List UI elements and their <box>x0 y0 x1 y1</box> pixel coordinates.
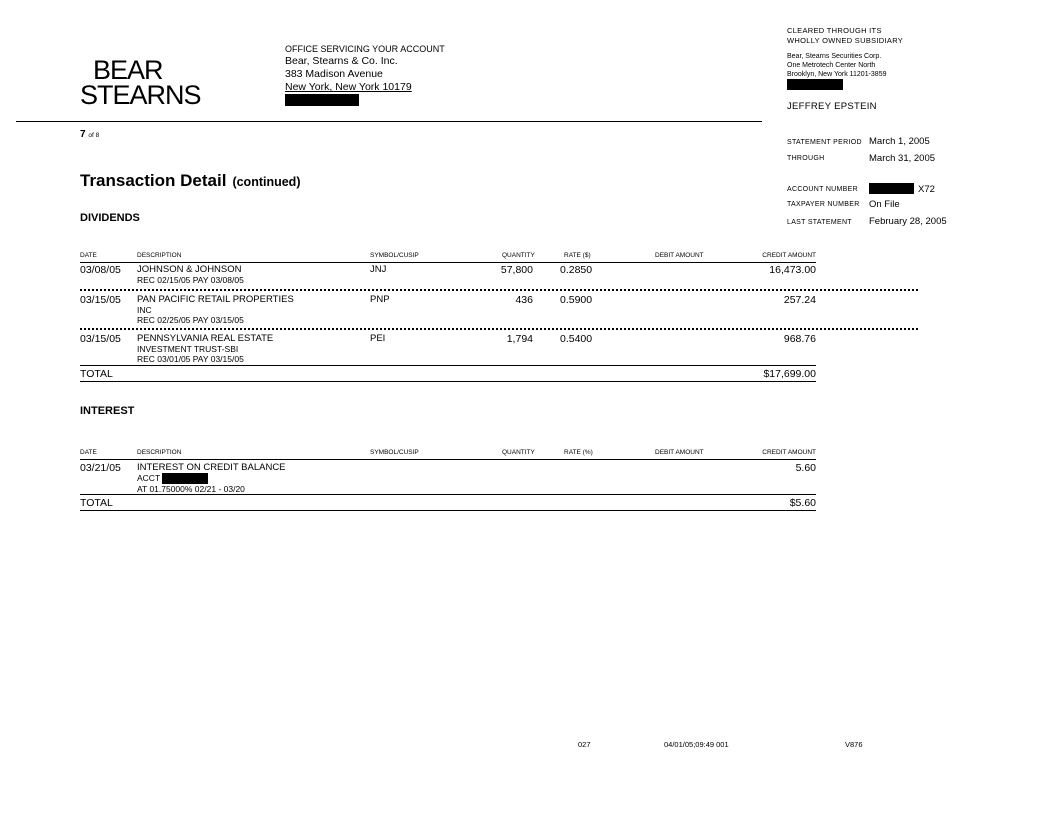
col-quantity: QUANTITY <box>502 252 535 259</box>
subsidiary-block <box>787 52 887 93</box>
office-street: 383 Madison Avenue <box>285 68 383 80</box>
table-row <box>80 291 816 327</box>
header-divider <box>16 121 762 122</box>
title-continued: (continued) <box>232 175 301 189</box>
col-rate: RATE ($) <box>564 252 591 259</box>
col-symbol: SYMBOL/CUSIP <box>370 252 419 259</box>
cleared-line-1: CLEARED THROUGH ITS <box>787 26 882 35</box>
row-credit: 16,473.00 <box>769 264 816 276</box>
col-credit: CREDIT AMOUNT <box>762 252 816 259</box>
subsidiary-street: One Metrotech Center North <box>787 62 876 69</box>
col-quantity: QUANTITY <box>502 449 535 456</box>
client-name: JEFFREY EPSTEIN <box>787 101 877 112</box>
description-main: INTEREST ON CREDIT BALANCE <box>137 462 286 473</box>
row-quantity: 1,794 <box>506 333 533 345</box>
total-value: $17,699.00 <box>763 368 816 380</box>
last-statement-label: LAST STATEMENT <box>787 219 852 226</box>
logo-line-2: STEARNS <box>80 80 201 110</box>
account-label: ACCOUNT NUMBER <box>787 186 858 193</box>
bear-stearns-logo <box>80 55 201 110</box>
office-name: Bear, Stearns & Co. Inc. <box>285 55 398 67</box>
account-redaction <box>869 183 914 194</box>
description-sub: REC 02/15/05 PAY 03/08/05 <box>137 275 244 285</box>
row-quantity: 436 <box>515 294 533 306</box>
office-city: New York, New York 10179 <box>285 81 412 93</box>
col-debit: DEBIT AMOUNT <box>655 449 704 456</box>
row-description <box>137 333 273 364</box>
total-label: TOTAL <box>80 368 113 380</box>
period-value: March 1, 2005 <box>869 136 930 147</box>
col-date: DATE <box>80 449 97 456</box>
col-rate: RATE (%) <box>564 449 593 456</box>
row-date: 03/21/05 <box>80 462 121 474</box>
cleared-block <box>787 26 903 45</box>
row-rate: 0.5900 <box>560 294 593 306</box>
description-sub: INVESTMENT TRUST-SBI <box>137 344 239 354</box>
redaction-box <box>162 473 208 484</box>
row-quantity: 57,800 <box>500 264 533 276</box>
period-label: STATEMENT PERIOD <box>787 139 862 146</box>
row-description <box>137 264 244 285</box>
row-credit: 257.24 <box>783 294 816 306</box>
page-indicator <box>80 129 99 140</box>
acct-label: ACCT <box>137 473 160 483</box>
through-label: THROUGH <box>787 155 825 162</box>
table-row <box>80 261 816 289</box>
dividends-total-row <box>80 365 816 382</box>
description-main: PAN PACIFIC RETAIL PROPERTIES <box>137 294 294 305</box>
taxpayer-value: On File <box>869 199 900 210</box>
footer-version: V876 <box>845 740 863 749</box>
col-symbol: SYMBOL/CUSIP <box>370 449 419 456</box>
subsidiary-city: Brooklyn, New York 11201-3859 <box>787 71 887 78</box>
row-credit: 5.60 <box>795 462 816 474</box>
redaction-box <box>787 79 843 90</box>
last-statement-value: February 28, 2005 <box>869 216 947 227</box>
taxpayer-label: TAXPAYER NUMBER <box>787 201 860 208</box>
description-sub: AT 01.75000% 02/21 - 03/20 <box>137 484 245 495</box>
row-credit: 968.76 <box>783 333 816 345</box>
account-suffix: X72 <box>918 184 935 195</box>
total-value: $5.60 <box>789 497 816 509</box>
row-symbol: JNJ <box>370 264 387 275</box>
row-rate: 0.5400 <box>560 333 593 345</box>
description-sub: INC <box>137 305 152 315</box>
footer-timestamp: 04/01/05;09:49 001 <box>664 740 729 749</box>
description-sub: REC 02/25/05 PAY 03/15/05 <box>137 315 244 325</box>
row-symbol: PNP <box>370 294 390 305</box>
description-sub <box>137 473 286 484</box>
total-label: TOTAL <box>80 497 113 509</box>
col-description: DESCRIPTION <box>137 252 182 259</box>
page-of: of 8 <box>88 132 100 139</box>
description-sub: REC 03/01/05 PAY 03/15/05 <box>137 354 244 364</box>
interest-heading: INTEREST <box>80 405 135 417</box>
through-value: March 31, 2005 <box>869 153 936 164</box>
office-block <box>285 44 445 109</box>
col-debit: DEBIT AMOUNT <box>655 252 704 259</box>
row-date: 03/15/05 <box>80 333 121 345</box>
dividends-heading: DIVIDENDS <box>80 212 140 224</box>
table-row <box>80 459 816 495</box>
title-main: Transaction Detail <box>80 171 227 190</box>
cleared-line-2: WHOLLY OWNED SUBSIDIARY <box>787 35 904 45</box>
row-description <box>137 462 286 494</box>
subsidiary-name: Bear, Stearns Securities Corp. <box>787 53 882 60</box>
page-number: 7 <box>80 129 86 140</box>
row-symbol: PEI <box>370 333 386 344</box>
col-description: DESCRIPTION <box>137 449 182 456</box>
row-rate: 0.2850 <box>560 264 593 276</box>
page-title <box>80 171 300 191</box>
col-credit: CREDIT AMOUNT <box>762 449 816 456</box>
interest-total-row <box>80 494 816 511</box>
description-main: JOHNSON & JOHNSON <box>137 264 242 275</box>
office-label: OFFICE SERVICING YOUR ACCOUNT <box>285 44 445 54</box>
description-main: PENNSYLVANIA REAL ESTATE <box>137 333 274 344</box>
footer-code: 027 <box>578 740 591 749</box>
redaction-box <box>285 94 359 106</box>
row-date: 03/08/05 <box>80 264 121 276</box>
row-description <box>137 294 294 325</box>
logo-line-1: BEAR <box>93 55 163 85</box>
col-date: DATE <box>80 252 97 259</box>
row-date: 03/15/05 <box>80 294 121 306</box>
table-row <box>80 330 816 365</box>
